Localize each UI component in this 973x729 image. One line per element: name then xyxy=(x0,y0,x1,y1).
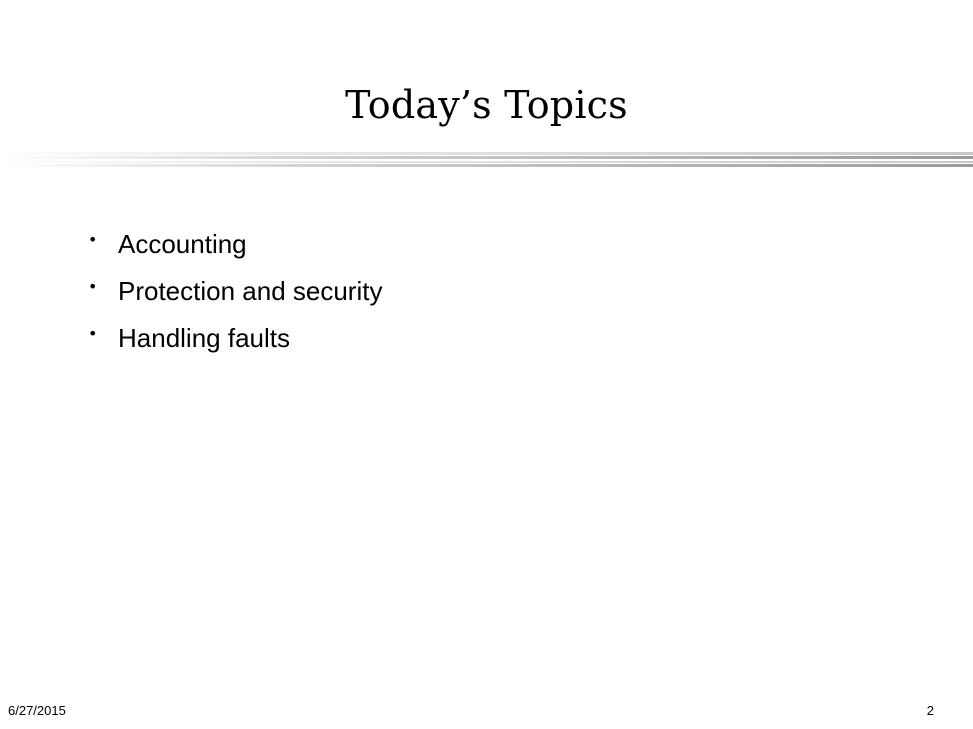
list-item xyxy=(88,314,382,361)
title-divider xyxy=(0,151,973,169)
bullet-marker: • xyxy=(88,323,98,343)
list-item xyxy=(88,267,382,314)
bullet-marker: • xyxy=(88,276,98,296)
bullet-text: Accounting xyxy=(118,228,247,259)
page-number: 2 xyxy=(926,703,934,718)
slide-title: Today’s Topics xyxy=(345,83,628,127)
bullet-list xyxy=(88,220,382,361)
list-item xyxy=(88,220,382,267)
bullet-text: Handling faults xyxy=(118,322,290,353)
bullet-text: Protection and security xyxy=(118,275,383,306)
bullet-marker: • xyxy=(88,229,98,249)
footer-date: 6/27/2015 xyxy=(8,703,66,718)
